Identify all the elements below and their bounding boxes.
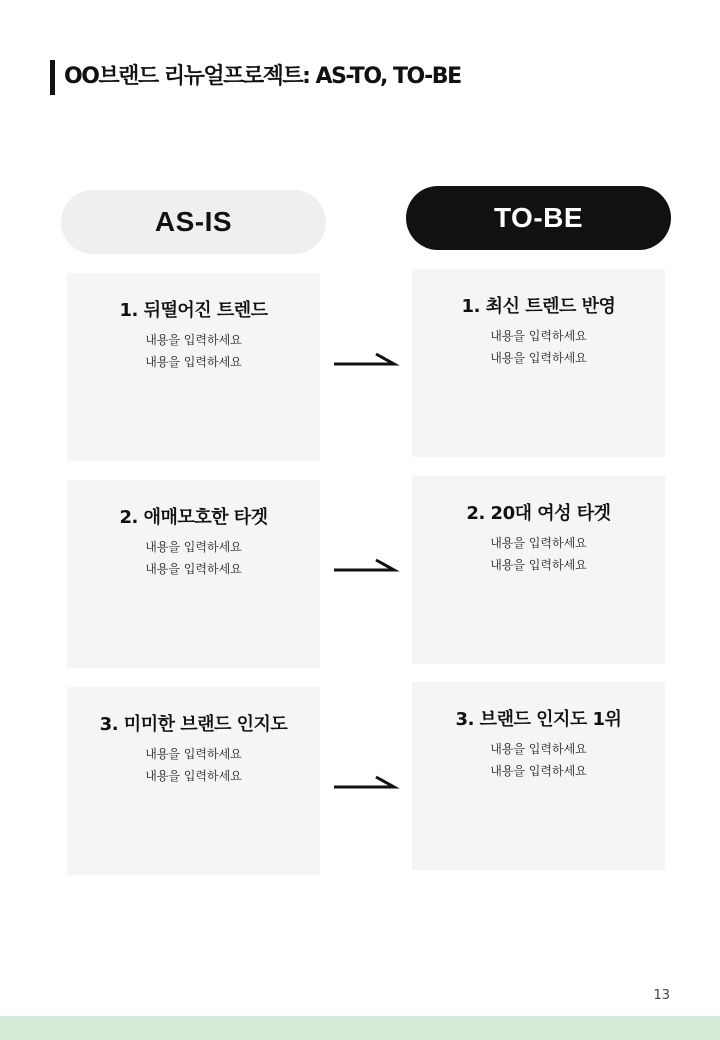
right-arrow-icon <box>332 558 400 578</box>
as-is-card-2 <box>67 480 320 668</box>
right-arrow-icon <box>332 352 400 372</box>
to-be-card-text: 내용을 입력하세요 <box>490 536 587 550</box>
as-is-card-text: 내용을 입력하세요 <box>145 747 242 761</box>
to-be-card-2 <box>412 476 665 664</box>
to-be-card-text: 내용을 입력하세요 <box>490 351 587 365</box>
to-be-card-3 <box>412 682 665 870</box>
as-is-card-text: 내용을 입력하세요 <box>145 769 242 783</box>
as-is-card-text: 내용을 입력하세요 <box>145 540 242 554</box>
to-be-card-title: 2. 20대 여성 타겟 <box>466 503 611 524</box>
to-be-card-text: 내용을 입력하세요 <box>490 558 587 572</box>
to-be-card-text: 내용을 입력하세요 <box>490 764 587 778</box>
as-is-card-1 <box>67 273 320 461</box>
as-is-card-text: 내용을 입력하세요 <box>145 333 242 347</box>
right-arrow-icon <box>332 775 400 795</box>
as-is-card-title: 2. 애매모호한 타겟 <box>119 507 268 528</box>
to-be-card-text: 내용을 입력하세요 <box>490 329 587 343</box>
to-be-card-title: 1. 최신 트렌드 반영 <box>461 296 616 317</box>
to-be-card-text: 내용을 입력하세요 <box>490 742 587 756</box>
as-is-card-title: 1. 뒤떨어진 트렌드 <box>119 300 268 321</box>
to-be-header: TO-BE <box>406 186 671 250</box>
to-be-card-title: 3. 브랜드 인지도 1위 <box>455 709 622 730</box>
page-title: OO브랜드 리뉴얼프로젝트: AS-TO, TO-BE <box>64 64 461 89</box>
as-is-card-text: 내용을 입력하세요 <box>145 355 242 369</box>
page-number: 13 <box>653 988 670 1003</box>
as-is-card-text: 내용을 입력하세요 <box>145 562 242 576</box>
as-is-header: AS-IS <box>61 190 326 254</box>
to-be-card-1 <box>412 269 665 457</box>
title-accent-bar <box>50 60 55 95</box>
as-is-card-title: 3. 미미한 브랜드 인지도 <box>99 714 288 735</box>
as-is-card-3 <box>67 687 320 875</box>
footer-band <box>0 1016 720 1040</box>
